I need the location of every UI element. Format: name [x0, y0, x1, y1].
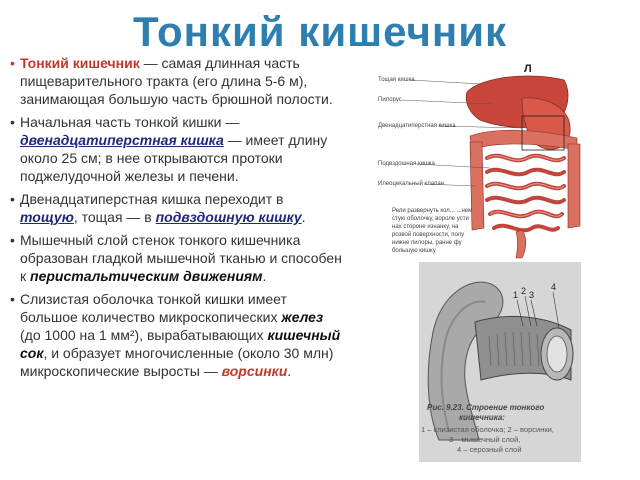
term-peristalsis: перистальтическим движениям [30, 268, 263, 284]
text-content [10, 54, 345, 385]
label-pylorus: Пилорус [378, 97, 402, 103]
bullet-text: . [287, 363, 292, 379]
page-title: Тонкий кишечник [132, 8, 508, 55]
label-ileum: Подвздошная кишка [378, 161, 435, 167]
bullet-text: — имеет длину около 25 см; в нее открываются протоки поджелудочной железы и печени. [20, 132, 328, 184]
term-duodenum: двенадцатиперстная кишка [20, 132, 224, 148]
lumen-ellipse [547, 336, 567, 372]
bullet-text: . [301, 209, 306, 225]
bullet-text: Слизистая оболочка тонкой кишки имеет большое количество микроскопических [20, 291, 287, 325]
svg-text:стую оболочку, вороле усти: стую оболочку, вороле усти [392, 216, 469, 222]
svg-text:большую кишку: большую кишку [392, 248, 436, 254]
bullet-text: Мышечный слой стенок тонкого кишечника образован гладкой мышечной тканью и способен к [20, 232, 342, 284]
label-duodenum: Двенадцатиперстная кишка [378, 123, 456, 129]
bullet-jejunum-ileum [10, 190, 345, 226]
term-villi: ворсинки [221, 363, 288, 379]
bullet-duodenum [10, 113, 345, 185]
svg-text:розвой поверхности, полу: розвой поверхности, полу [392, 232, 465, 238]
caption-line-1: 1 – слизистая оболочка; 2 – ворсинки, [421, 425, 554, 434]
bullet-definition [10, 54, 345, 108]
caption-line-2: 3 – мышечный слой, [449, 435, 521, 444]
term-intestinal-juice: кишечный сок [20, 327, 341, 361]
bullet-text: , и образует многочисленные (около 30 млн) микроскопические выросты — [20, 345, 334, 379]
figure-corner-letter: Л [524, 63, 532, 75]
bullet-text: (до 1000 на 1 мм²), вырабатывающих [20, 327, 268, 343]
caption-line-3: 4 – серозный слой [457, 445, 522, 454]
caption-title: Рис. 9.23. Строение тонкого [427, 403, 545, 412]
number-4: 4 [551, 282, 557, 292]
bullet-muscle-layer [10, 231, 345, 285]
label-jejunum: Тощая кишка [378, 77, 415, 83]
bullet-text: Двенадцатиперстная кишка переходит в [20, 191, 284, 207]
number-3: 3 [529, 290, 535, 300]
term-small-intestine: Тонкий кишечник [20, 55, 140, 71]
term-ileum: подвздошную кишку [155, 209, 302, 225]
bullet-text: . [262, 268, 267, 284]
svg-text:нах стороне изнанку, на: нах стороне изнанку, на [392, 224, 459, 230]
descending-colon-shape [568, 144, 580, 228]
svg-text:нижне пилоры, ранне фу: нижне пилоры, ранне фу [392, 240, 462, 246]
bullet-mucosa [10, 290, 345, 380]
intestine-structure-figure [419, 262, 581, 462]
number-2: 2 [521, 286, 527, 296]
intestine-anatomy-figure [372, 58, 587, 273]
caption-title-2: кишечника: [459, 413, 505, 422]
bullet-text: Начальная часть тонкой кишки — [20, 114, 240, 130]
label-ileocecal-valve: Илеоцекальный клапан [378, 181, 444, 187]
number-1: 1 [513, 290, 519, 300]
svg-text:Рели развернуть кол... ...нем: Рели развернуть кол... ...нем [392, 208, 473, 214]
term-jejunum: тощую [20, 209, 74, 225]
bullet-text: — самая длинная часть пищеварительного тракта (его длина 5-6 м), занимающая большую часть брюшной полости. [20, 55, 333, 107]
bullet-text: , тощая — в [73, 209, 156, 225]
term-glands: желез [281, 309, 324, 325]
